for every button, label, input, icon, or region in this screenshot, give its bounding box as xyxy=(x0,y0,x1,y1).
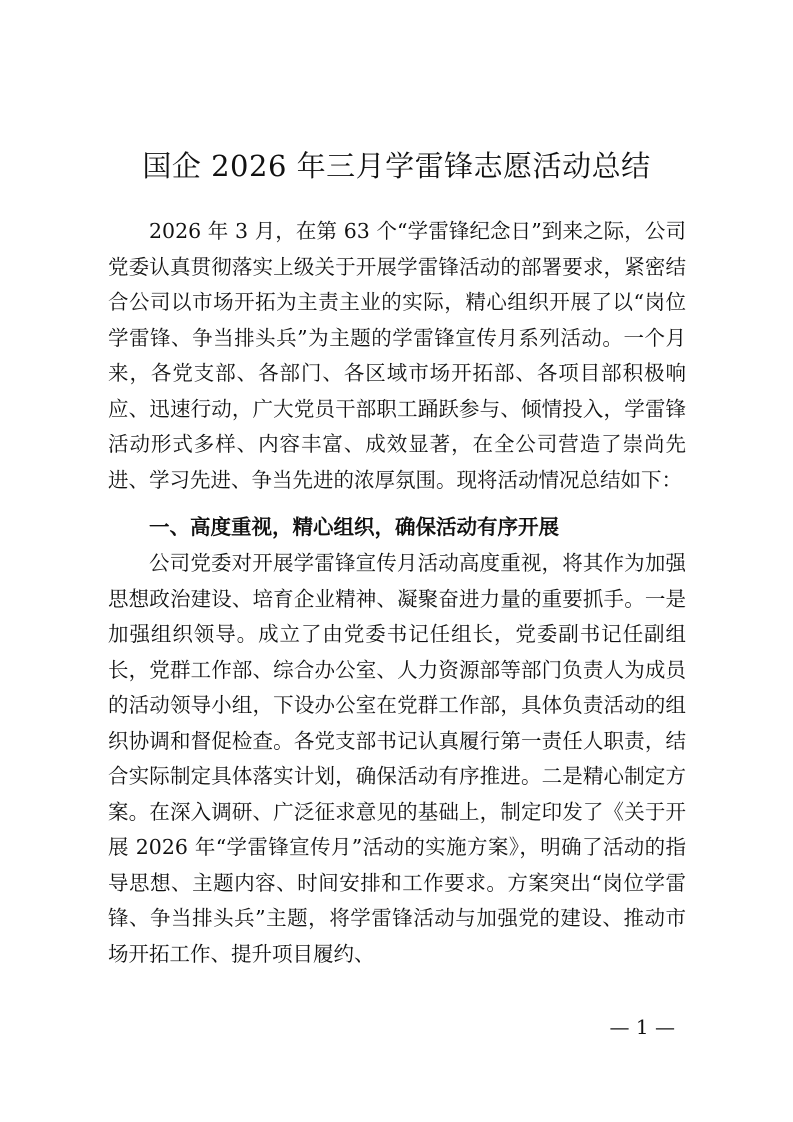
intro-paragraph: 2026 年 3 月，在第 63 个“学雷锋纪念日”到来之际，公司党委认真贯彻落实上级关于开展学雷锋活动的部署要求，紧密结合公司以市场开拓为主责主业的实际，精心组织开展了以“岗位学雷锋、争当排头兵”为主题的学雷锋宣传月系列活动。一个月来，各党支部、各部门、各区域市场开拓部、各项目部积极响应、迅速行动，广大党员干部职工踊跃参与、倾情投入，学雷锋活动形式多样、内容丰富、成效显著，在全公司营造了崇尚先进、学习先进、争当先进的浓厚氛围。现将活动情况总结如下： xyxy=(108,219,686,492)
section-paragraph: 公司党委对开展学雷锋宣传月活动高度重视，将其作为加强思想政治建设、培育企业精神、凝聚奋进力量的重要抓手。一是加强组织领导。成立了由党委书记任组长，党委副书记任副组长，党群工作部、综合办公室、人力资源部等部门负责人为成员的活动领导小组，下设办公室在党群工作部，具体负责活动的组织协调和督促检查。各党支部书记认真履行第一责任人职责，结合实际制定具体落实计划，确保活动有序推进。二是精心制定方案。在深入调研、广泛征求意见的基础上，制定印发了《关于开展 2026 年“学雷锋宣传月”活动的实施方案》，明确了活动的指导思想、主题内容、时间安排和工作要求。方案突出“岗位学雷锋、争当排头兵”主题，将学雷锋活动与加强党的建设、推动市场开拓工作、提升项目履约、 xyxy=(108,551,686,966)
page-number: — 1 — xyxy=(609,1015,675,1039)
section-heading: 一、高度重视，精心组织，确保活动有序开展 xyxy=(149,515,559,539)
document-title: 国企 2026 年三月学雷锋志愿活动总结 xyxy=(142,149,651,183)
